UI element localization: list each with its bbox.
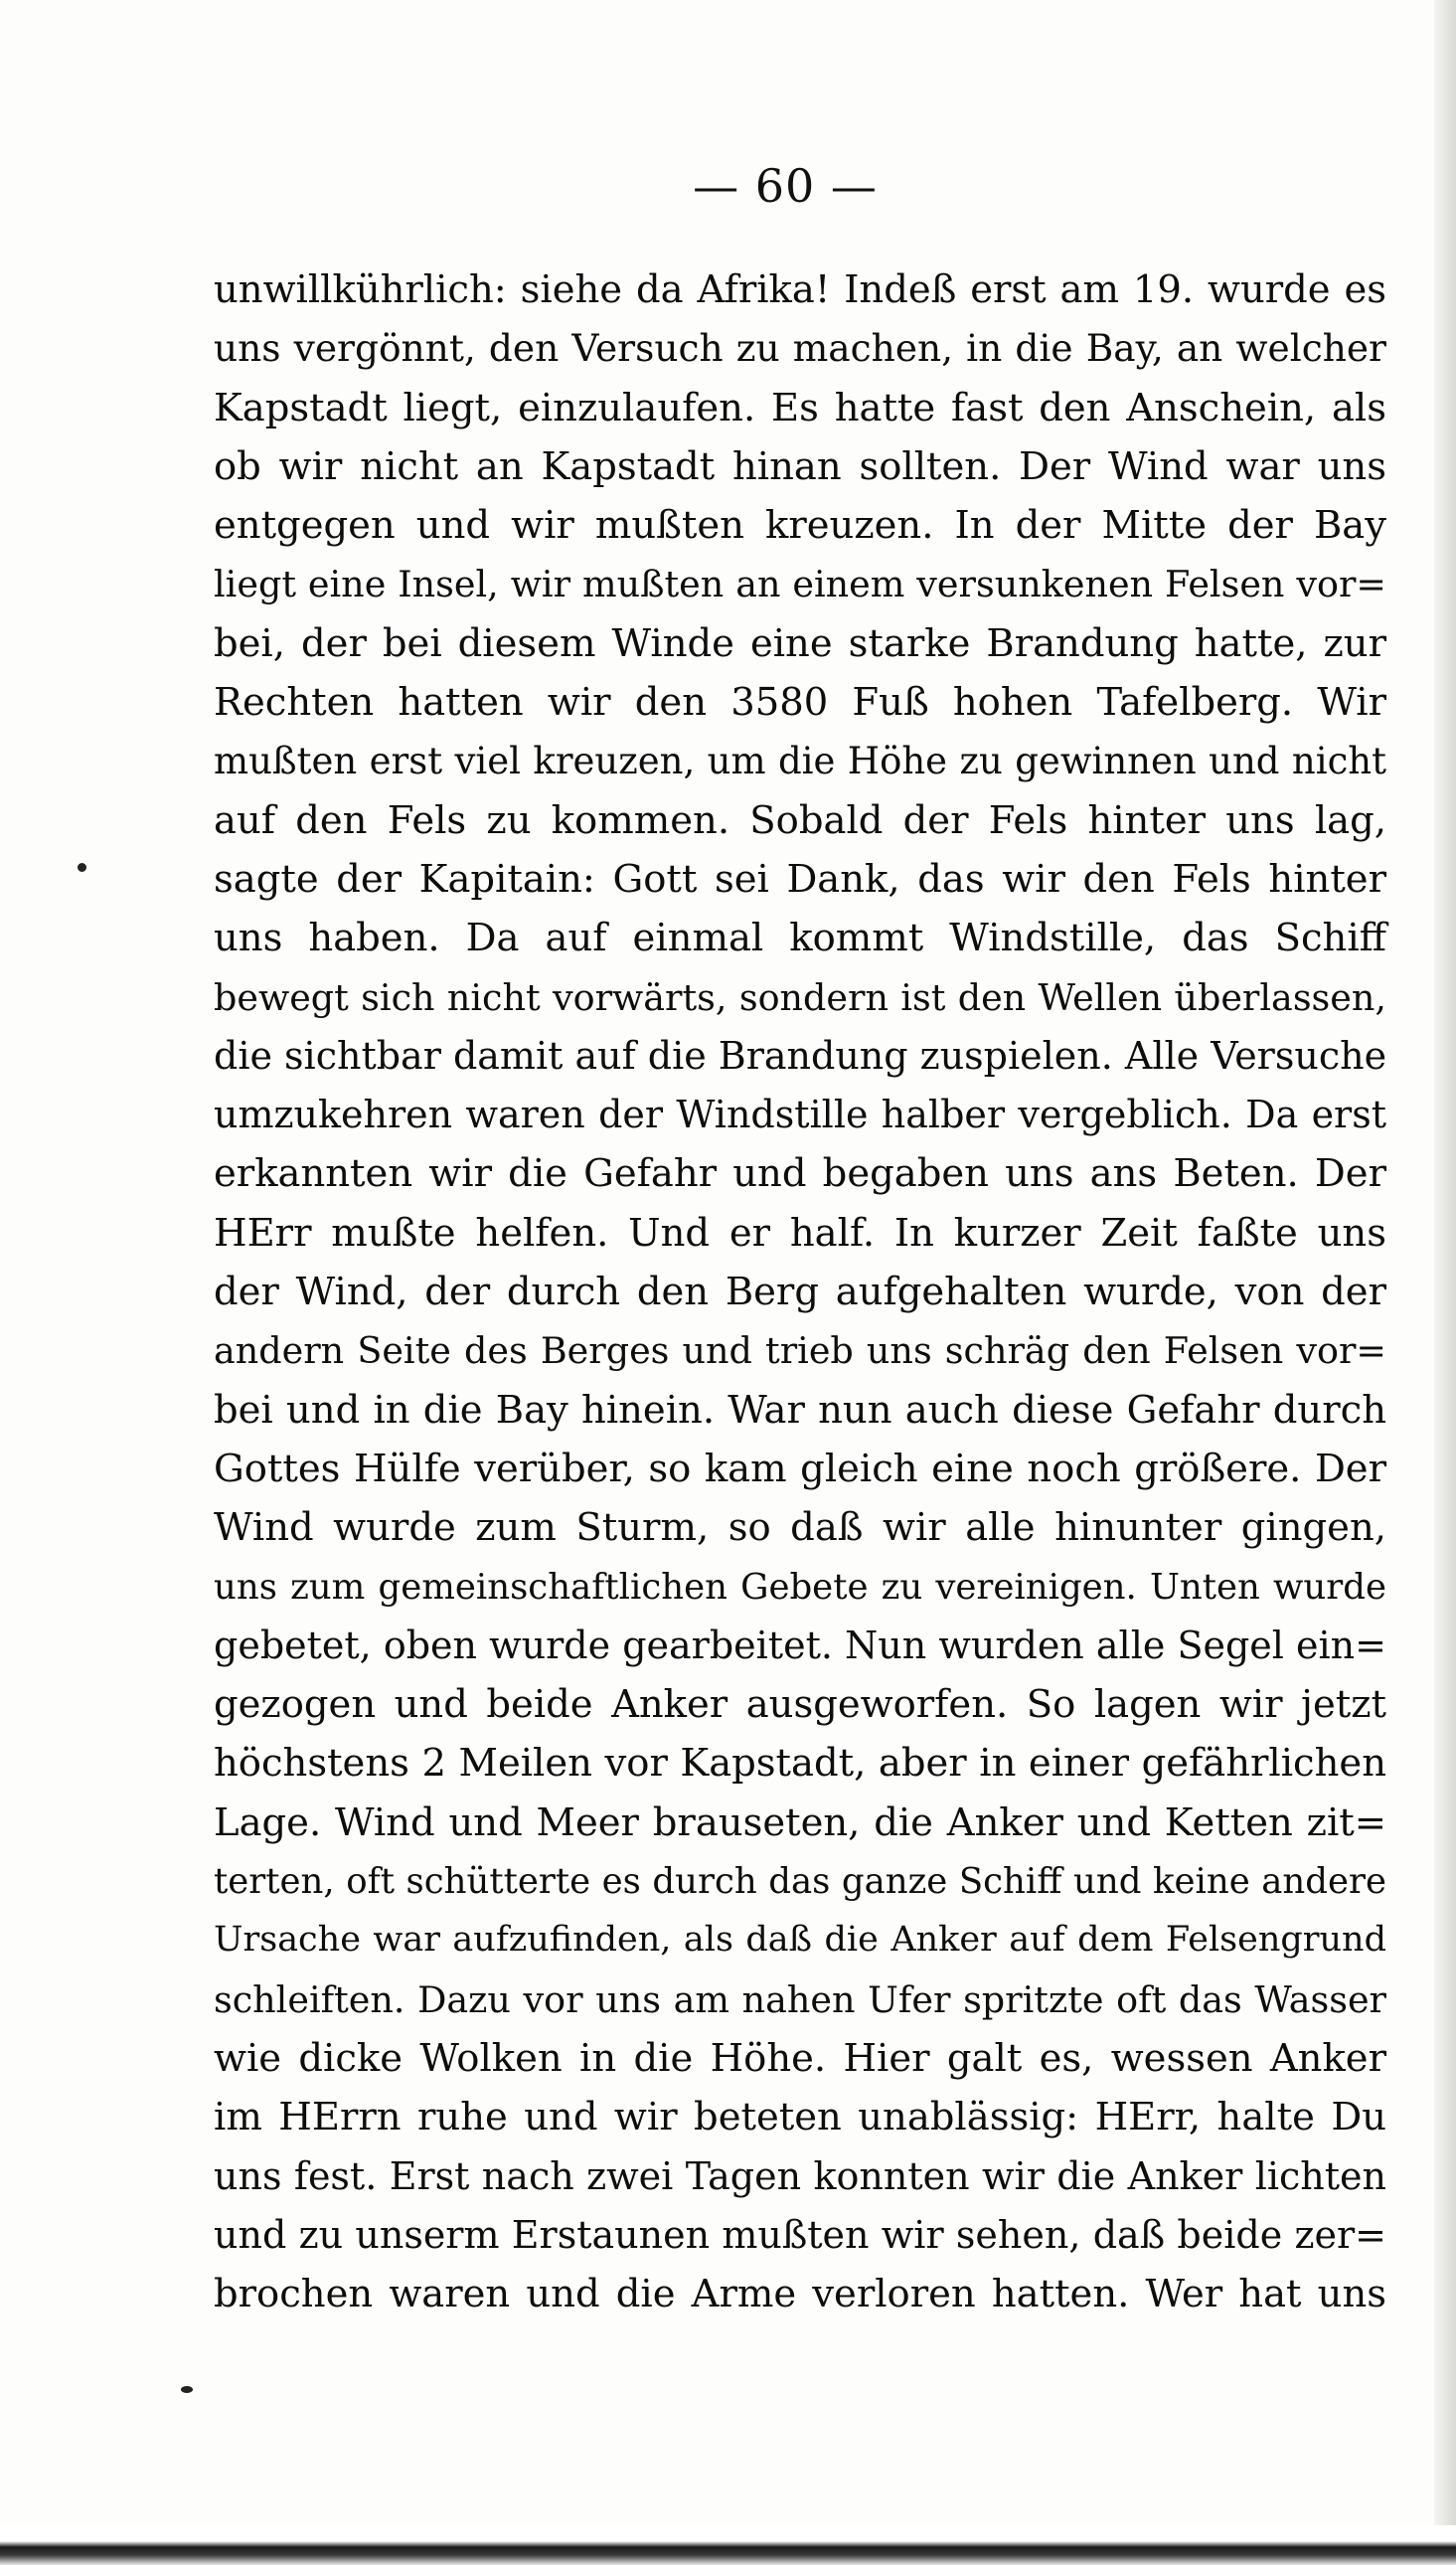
- text-line: die sichtbar damit auf die Brandung zuspielen. Alle Versuche: [214, 1033, 1387, 1078]
- text-line: gebetet, oben wurde gearbeitet. Nun wurden alle Segel ein=: [214, 1623, 1386, 1667]
- text-line: bewegt sich nicht vorwärts, sondern ist den Wellen überlassen,: [214, 975, 1386, 1019]
- text-line: Ursache war aufzufinden, als daß die Anker auf dem Felsengrund: [214, 1920, 1386, 1961]
- text-line: im HErrn ruhe und wir beteten unablässig: HErr, halte Du: [214, 2095, 1386, 2140]
- text-line: Rechten hatten wir den 3580 Fuß hohen Tafelberg. Wir: [214, 680, 1386, 726]
- text-line: erkannten wir die Gefahr und begaben uns ans Beten. Der: [214, 1151, 1386, 1197]
- text-line: uns vergönnt, den Versuch zu machen, in die Bay, an welcher: [214, 326, 1386, 371]
- text-line: Wind wurde zum Sturm, so daß wir alle hinunter gingen,: [214, 1505, 1386, 1551]
- text-line: der Wind, der durch den Berg aufgehalten wurde, von der: [214, 1270, 1386, 1315]
- text-line: ob wir nicht an Kapstadt hinan sollten. Der Wind war uns: [214, 443, 1386, 489]
- text-line: entgegen und wir mußten kreuzen. In der Mitte der Bay: [214, 503, 1386, 549]
- page-number: — 60 —: [693, 159, 878, 213]
- text-line: auf den Fels zu kommen. Sobald der Fels hinter uns lag,: [214, 797, 1386, 843]
- text-line: wie dicke Wolken in die Höhe. Hier galt es, wessen Anker: [214, 2035, 1386, 2081]
- text-line: sagte der Kapitain: Gott sei Dank, das wir den Fels hinter: [214, 856, 1386, 902]
- text-line: liegt eine Insel, wir mußten an einem versunkenen Felsen vor=: [214, 563, 1386, 606]
- ink-speck: [78, 863, 86, 872]
- text-line: terten, oft schütterte es durch das ganze Schiff und keine andere: [214, 1861, 1386, 1903]
- text-line: mußten erst viel kreuzen, um die Höhe zu gewinnen und nicht: [214, 740, 1386, 783]
- text-line: Gottes Hülfe verüber, so kam gleich eine noch größere. Der: [214, 1446, 1386, 1491]
- text-line: gezogen und beide Anker ausgeworfen. So lagen wir jetzt: [214, 1682, 1386, 1728]
- text-line: umzukehren waren der Windstille halber vergeblich. Da erst: [214, 1093, 1386, 1137]
- text-line: und zu unserm Erstaunen mußten wir sehen, daß beide zer=: [214, 2212, 1386, 2257]
- text-line: andern Seite des Berges und trieb uns schräg den Felsen vor=: [214, 1329, 1386, 1373]
- ink-speck: [181, 2386, 193, 2393]
- text-line: uns zum gemeinschaftlichen Gebete zu vereinigen. Unten wurde: [214, 1566, 1386, 1608]
- text-line: Lage. Wind und Meer brauseten, die Anker und Ketten zit=: [214, 1799, 1386, 1845]
- text-line: Kapstadt liegt, einzulaufen. Es hatte fast den Anschein, als: [214, 385, 1386, 430]
- text-line: bei, der bei diesem Winde eine starke Brandung hatte, zur: [214, 620, 1386, 666]
- text-line: bei und in die Bay hinein. War nun auch diese Gefahr durch: [214, 1387, 1386, 1433]
- text-line: uns fest. Erst nach zwei Tagen konnten wir die Anker lichten: [214, 2153, 1386, 2198]
- text-line: uns haben. Da auf einmal kommt Windstille, das Schiff: [214, 916, 1386, 961]
- text-line: HErr mußte helfen. Und er half. In kurzer Zeit faßte uns: [214, 1210, 1386, 1256]
- text-line: schleiften. Dazu vor uns am nahen Ufer spritzte oft das Wasser: [214, 1977, 1386, 2021]
- page-bottom-edge: [0, 2525, 1456, 2565]
- text-line: unwillkührlich: siehe da Afrika! Indeß erst am 19. wurde es: [214, 267, 1386, 312]
- page-edge-shadow: [1434, 0, 1456, 2565]
- text-line: höchstens 2 Meilen vor Kapstadt, aber in einer gefährlichen: [214, 1741, 1386, 1787]
- body-text: [214, 260, 1386, 2323]
- text-line: brochen waren und die Arme verloren hatten. Wer hat uns: [214, 2272, 1386, 2317]
